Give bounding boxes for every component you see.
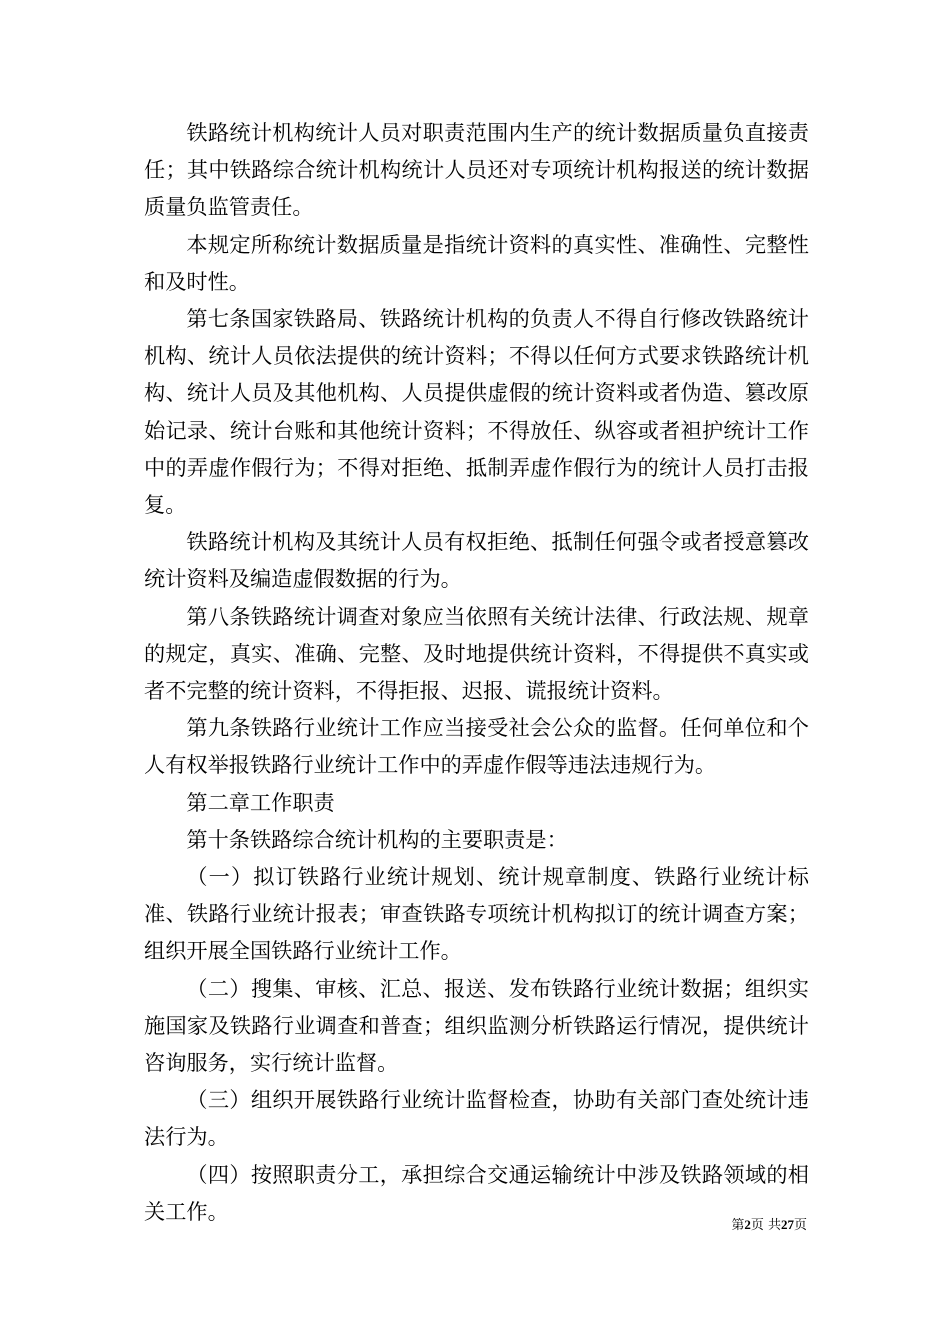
page-number-footer	[731, 1217, 807, 1234]
paragraph: 本规定所称统计数据质量是指统计资料的真实性、准确性、完整性和及时性。	[144, 231, 809, 294]
document-body	[144, 114, 809, 1230]
total-pages-number: 27	[780, 1217, 794, 1232]
paragraph: 第七条国家铁路局、铁路统计机构的负责人不得自行修改铁路统计机构、统计人员依法提供的统计资料；不得以任何方式要求铁路统计机构、统计人员及其他机构、人员提供虚假的统计资料或者伪造、篡改原始记录、统计台账和其他统计资料；不得放任、纵容或者袒护统计工作中的弄虚作假行为；不得对拒绝、抵制弄虚作假行为的统计人员打击报复。	[144, 306, 809, 518]
footer-suffix: 页	[793, 1218, 807, 1233]
paragraph: 第十条铁路综合统计机构的主要职责是：	[186, 826, 568, 852]
list-item: （二）搜集、审核、汇总、报送、发布铁路行业统计数据；组织实施国家及铁路行业调查和普查；组织监测分析铁路运行情况，提供统计咨询服务，实行统计监督。	[144, 975, 809, 1076]
paragraph: 第九条铁路行业统计工作应当接受社会公众的监督。任何单位和个人有权举报铁路行业统计工作中的弄虚作假等违法违规行为。	[144, 715, 809, 778]
paragraph: 第八条铁路统计调查对象应当依照有关统计法律、行政法规、规章的规定，真实、准确、完整、及时地提供统计资料，不得提供不真实或者不完整的统计资料，不得拒报、迟报、谎报统计资料。	[144, 603, 809, 704]
footer-middle: 页 共	[750, 1218, 781, 1233]
paragraph: 铁路统计机构及其统计人员有权拒绝、抵制任何强令或者授意篡改统计资料及编造虚假数据的行为。	[144, 529, 809, 592]
list-item: （三）组织开展铁路行业统计监督检查，协助有关部门查处统计违法行为。	[144, 1087, 809, 1150]
paragraph: 铁路统计机构统计人员对职责范围内生产的统计数据质量负直接责任；其中铁路综合统计机构统计人员还对专项统计机构报送的统计数据质量负监管责任。	[144, 120, 809, 220]
chapter-heading: 第二章工作职责	[186, 789, 335, 815]
list-item: （一）拟订铁路行业统计规划、统计规章制度、铁路行业统计标准、铁路行业统计报表；审查铁路专项统计机构拟订的统计调查方案；组织开展全国铁路行业统计工作。	[144, 864, 809, 964]
footer-prefix: 第	[731, 1218, 745, 1233]
current-page-number: 2	[744, 1217, 751, 1232]
list-item: （四）按照职责分工，承担综合交通运输统计中涉及铁路领域的相关工作。	[144, 1161, 809, 1224]
